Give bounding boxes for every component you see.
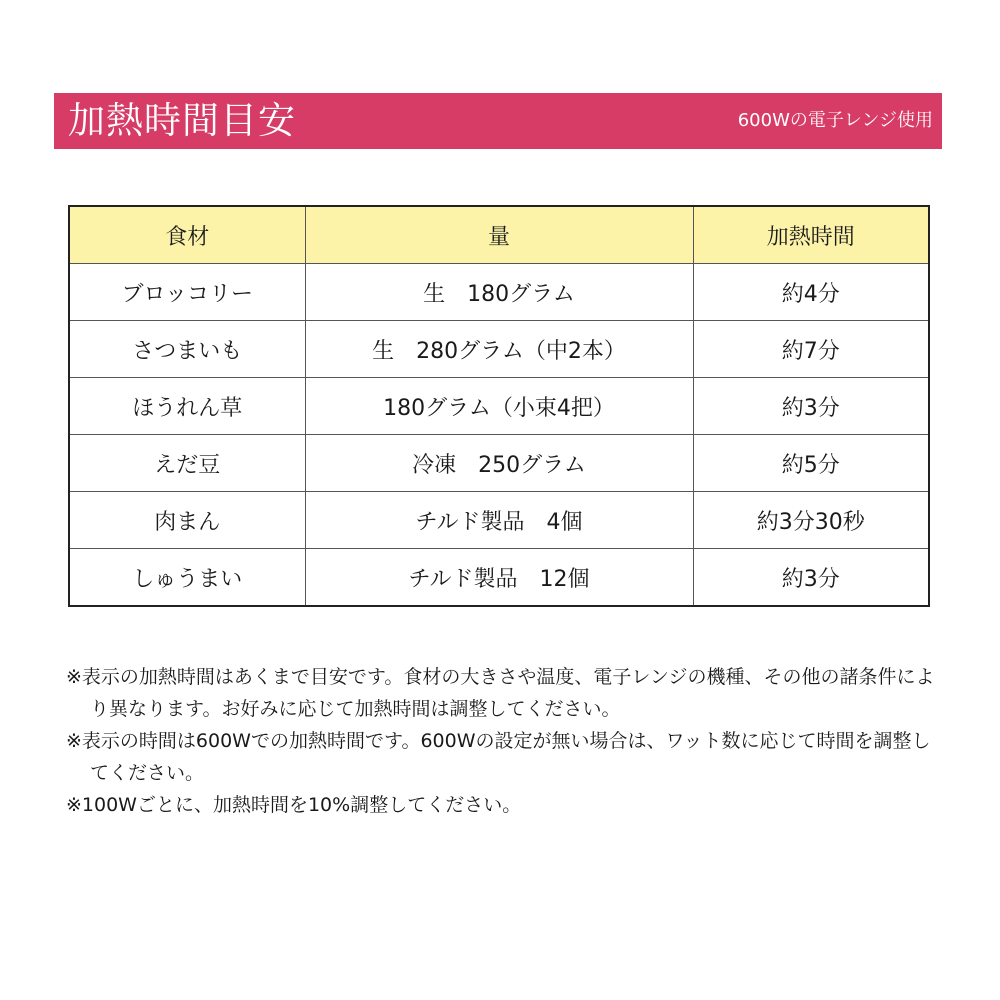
amount-cell: チルド製品 12個 [305,549,693,607]
table-row [69,321,929,378]
food-cell: ほうれん草 [69,378,305,435]
usage-note: 600Wの電子レンジ使用 [737,110,933,131]
food-cell: さつまいも [69,321,305,378]
table-row [69,435,929,492]
heating-time-table [68,205,930,607]
food-cell: えだ豆 [69,435,305,492]
time-cell: 約4分 [693,264,929,321]
time-cell: 約7分 [693,321,929,378]
table-row [69,549,929,607]
amount-cell: 180グラム（小束4把） [305,378,693,435]
title-banner [54,93,942,149]
table-row [69,492,929,549]
food-cell: 肉まん [69,492,305,549]
amount-cell: 生 280グラム（中2本） [305,321,693,378]
note-item: ※表示の加熱時間はあくまで目安です。食材の大きさや温度、電子レンジの機種、その他の諸条件により異なります。お好みに応じて加熱時間は調整してください。 [66,666,935,720]
column-header-amount: 量 [305,206,693,264]
time-cell: 約3分 [693,378,929,435]
column-header-food: 食材 [69,206,305,264]
table-row [69,378,929,435]
amount-cell: チルド製品 4個 [305,492,693,549]
page-title: 加熱時間目安 [68,99,296,142]
table-header-row [69,206,929,264]
time-cell: 約5分 [693,435,929,492]
table-row [69,264,929,321]
column-header-time: 加熱時間 [693,206,929,264]
food-cell: しゅうまい [69,549,305,607]
note-item: ※表示の時間は600Wでの加熱時間です。600Wの設定が無い場合は、ワット数に応じて時間を調整してください。 [66,730,931,784]
time-cell: 約3分30秒 [693,492,929,549]
amount-cell: 冷凍 250グラム [305,435,693,492]
amount-cell: 生 180グラム [305,264,693,321]
notes-section [66,661,946,821]
time-cell: 約3分 [693,549,929,607]
food-cell: ブロッコリー [69,264,305,321]
note-item: ※100Wごとに、加熱時間を10%調整してください。 [66,794,522,816]
